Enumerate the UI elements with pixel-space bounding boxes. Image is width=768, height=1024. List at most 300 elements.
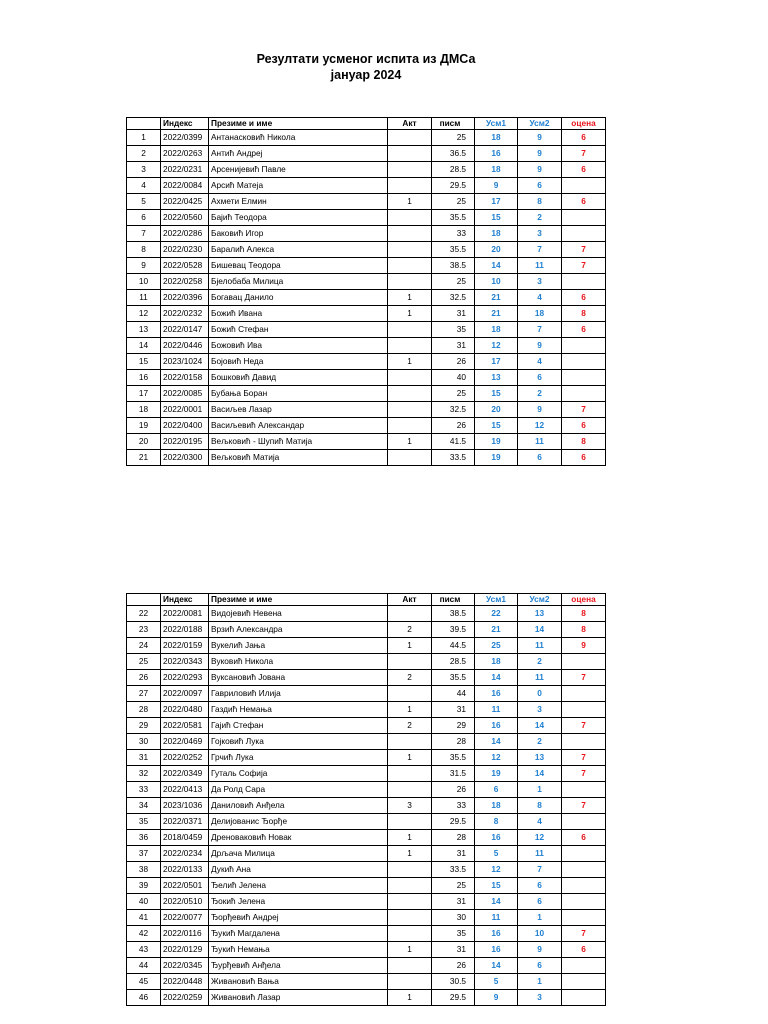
table-row (127, 450, 606, 466)
oral2-score: 10 (518, 926, 562, 942)
activity-points: 2 (388, 622, 432, 638)
table-row (127, 654, 606, 670)
final-grade (562, 178, 606, 194)
student-name: Дреноваковић Новак (209, 830, 388, 846)
row-number: 4 (127, 178, 161, 194)
written-score: 35.5 (432, 242, 475, 258)
student-name: Божић Ивана (209, 306, 388, 322)
header-oral1: Усм1 (475, 118, 518, 130)
student-index: 2022/0469 (161, 734, 209, 750)
written-score: 30.5 (432, 974, 475, 990)
table-row (127, 894, 606, 910)
written-score: 25 (432, 194, 475, 210)
oral2-score: 6 (518, 878, 562, 894)
activity-points (388, 226, 432, 242)
final-grade (562, 910, 606, 926)
row-number: 8 (127, 242, 161, 258)
student-name: Арсенијевић Павле (209, 162, 388, 178)
student-index: 2022/0252 (161, 750, 209, 766)
row-number: 10 (127, 274, 161, 290)
activity-points (388, 686, 432, 702)
oral2-score: 14 (518, 622, 562, 638)
activity-points (388, 322, 432, 338)
final-grade: 7 (562, 402, 606, 418)
final-grade (562, 894, 606, 910)
oral2-score: 9 (518, 146, 562, 162)
final-grade (562, 782, 606, 798)
row-number: 46 (127, 990, 161, 1006)
oral1-score: 17 (475, 354, 518, 370)
activity-points: 3 (388, 798, 432, 814)
oral1-score: 11 (475, 910, 518, 926)
student-name: Бошковић Давид (209, 370, 388, 386)
final-grade (562, 814, 606, 830)
student-index: 2022/0195 (161, 434, 209, 450)
oral2-score: 9 (518, 338, 562, 354)
oral2-score: 18 (518, 306, 562, 322)
table-row (127, 354, 606, 370)
final-grade: 6 (562, 322, 606, 338)
final-grade: 7 (562, 750, 606, 766)
written-score: 35 (432, 926, 475, 942)
written-score: 35 (432, 322, 475, 338)
oral1-score: 14 (475, 258, 518, 274)
oral2-score: 14 (518, 766, 562, 782)
activity-points: 1 (388, 290, 432, 306)
table-row (127, 434, 606, 450)
oral1-score: 18 (475, 162, 518, 178)
student-index: 2022/0234 (161, 846, 209, 862)
table-row (127, 274, 606, 290)
final-grade: 7 (562, 258, 606, 274)
oral1-score: 20 (475, 242, 518, 258)
written-score: 25 (432, 386, 475, 402)
header-name: Презиме и име (209, 118, 388, 130)
table-row (127, 130, 606, 146)
final-grade (562, 862, 606, 878)
results-table-1 (126, 117, 606, 466)
oral2-score: 6 (518, 450, 562, 466)
oral2-score: 1 (518, 974, 562, 990)
written-score: 25 (432, 130, 475, 146)
student-name: Даниловић Анђела (209, 798, 388, 814)
row-number: 41 (127, 910, 161, 926)
activity-points: 2 (388, 670, 432, 686)
oral1-score: 16 (475, 146, 518, 162)
final-grade (562, 686, 606, 702)
table-row (127, 242, 606, 258)
oral2-score: 9 (518, 130, 562, 146)
written-score: 38.5 (432, 606, 475, 622)
oral1-score: 22 (475, 606, 518, 622)
table-row (127, 766, 606, 782)
oral2-score: 8 (518, 798, 562, 814)
student-name: Грчић Лука (209, 750, 388, 766)
oral2-score: 3 (518, 274, 562, 290)
header-name: Презиме и име (209, 594, 388, 606)
student-name: Богавац Данило (209, 290, 388, 306)
oral2-score: 12 (518, 418, 562, 434)
student-index: 2022/0077 (161, 910, 209, 926)
row-number: 12 (127, 306, 161, 322)
student-index: 2022/0349 (161, 766, 209, 782)
table-row (127, 670, 606, 686)
table-row (127, 974, 606, 990)
row-number: 38 (127, 862, 161, 878)
student-index: 2022/0081 (161, 606, 209, 622)
final-grade (562, 974, 606, 990)
row-number: 24 (127, 638, 161, 654)
student-index: 2022/0581 (161, 718, 209, 734)
row-number: 36 (127, 830, 161, 846)
final-grade (562, 210, 606, 226)
activity-points (388, 178, 432, 194)
table-row (127, 210, 606, 226)
oral1-score: 17 (475, 194, 518, 210)
row-number: 43 (127, 942, 161, 958)
oral1-score: 21 (475, 306, 518, 322)
activity-points (388, 242, 432, 258)
oral2-score: 2 (518, 654, 562, 670)
row-number: 16 (127, 370, 161, 386)
row-number: 7 (127, 226, 161, 242)
student-index: 2022/0001 (161, 402, 209, 418)
student-index: 2022/0510 (161, 894, 209, 910)
written-score: 33.5 (432, 862, 475, 878)
row-number: 21 (127, 450, 161, 466)
oral2-score: 12 (518, 830, 562, 846)
student-name: Живановић Вања (209, 974, 388, 990)
header-number (127, 594, 161, 606)
written-score: 31 (432, 846, 475, 862)
final-grade: 7 (562, 146, 606, 162)
oral2-score: 13 (518, 750, 562, 766)
table-row (127, 606, 606, 622)
student-name: Бјелобаба Милица (209, 274, 388, 290)
table-row (127, 702, 606, 718)
oral2-score: 4 (518, 354, 562, 370)
activity-points (388, 926, 432, 942)
student-name: Гајић Стефан (209, 718, 388, 734)
student-name: Дрљача Милица (209, 846, 388, 862)
written-score: 29 (432, 718, 475, 734)
row-number: 1 (127, 130, 161, 146)
activity-points (388, 766, 432, 782)
table-row (127, 258, 606, 274)
student-index: 2022/0084 (161, 178, 209, 194)
row-number: 19 (127, 418, 161, 434)
written-score: 35.5 (432, 210, 475, 226)
final-grade (562, 226, 606, 242)
table-row (127, 290, 606, 306)
student-index: 2022/0188 (161, 622, 209, 638)
activity-points: 1 (388, 194, 432, 210)
table-row (127, 418, 606, 434)
table-row (127, 942, 606, 958)
student-index: 2022/0293 (161, 670, 209, 686)
oral2-score: 4 (518, 814, 562, 830)
student-index: 2022/0133 (161, 862, 209, 878)
written-score: 32.5 (432, 290, 475, 306)
activity-points: 1 (388, 942, 432, 958)
activity-points (388, 606, 432, 622)
written-score: 26 (432, 958, 475, 974)
oral1-score: 18 (475, 798, 518, 814)
oral2-score: 14 (518, 718, 562, 734)
oral1-score: 14 (475, 894, 518, 910)
activity-points (388, 958, 432, 974)
row-number: 18 (127, 402, 161, 418)
table-row (127, 782, 606, 798)
final-grade: 7 (562, 766, 606, 782)
activity-points (388, 862, 432, 878)
activity-points (388, 130, 432, 146)
activity-points: 1 (388, 306, 432, 322)
activity-points (388, 210, 432, 226)
final-grade: 7 (562, 718, 606, 734)
written-score: 33 (432, 226, 475, 242)
table-row (127, 814, 606, 830)
student-index: 2023/1036 (161, 798, 209, 814)
table-row (127, 622, 606, 638)
table-row (127, 846, 606, 862)
student-name: Ђелић Јелена (209, 878, 388, 894)
student-name: Гавриловић Илија (209, 686, 388, 702)
student-name: Ђокић Јелена (209, 894, 388, 910)
final-grade (562, 958, 606, 974)
row-number: 34 (127, 798, 161, 814)
oral1-score: 12 (475, 750, 518, 766)
oral1-score: 16 (475, 718, 518, 734)
activity-points: 1 (388, 638, 432, 654)
activity-points: 1 (388, 434, 432, 450)
oral2-score: 6 (518, 370, 562, 386)
written-score: 31 (432, 894, 475, 910)
row-number: 35 (127, 814, 161, 830)
table-row (127, 386, 606, 402)
written-score: 31 (432, 338, 475, 354)
row-number: 28 (127, 702, 161, 718)
written-score: 30 (432, 910, 475, 926)
oral1-score: 12 (475, 338, 518, 354)
oral1-score: 12 (475, 862, 518, 878)
oral2-score: 3 (518, 226, 562, 242)
table-row (127, 910, 606, 926)
student-name: Да Ролд Сара (209, 782, 388, 798)
row-number: 27 (127, 686, 161, 702)
written-score: 33 (432, 798, 475, 814)
row-number: 5 (127, 194, 161, 210)
row-number: 20 (127, 434, 161, 450)
written-score: 26 (432, 418, 475, 434)
activity-points: 1 (388, 990, 432, 1006)
oral2-score: 0 (518, 686, 562, 702)
student-index: 2022/0116 (161, 926, 209, 942)
written-score: 26 (432, 354, 475, 370)
activity-points: 1 (388, 846, 432, 862)
activity-points (388, 814, 432, 830)
final-grade: 6 (562, 162, 606, 178)
oral1-score: 6 (475, 782, 518, 798)
document-title: Резултати усменог испита из ДМСа (256, 52, 476, 66)
final-grade: 6 (562, 450, 606, 466)
activity-points: 1 (388, 702, 432, 718)
written-score: 28 (432, 830, 475, 846)
table-row (127, 926, 606, 942)
student-index: 2022/0147 (161, 322, 209, 338)
table-row (127, 990, 606, 1006)
oral1-score: 15 (475, 386, 518, 402)
header-oral2: Усм2 (518, 118, 562, 130)
header-written: писм (432, 594, 475, 606)
written-score: 35.5 (432, 750, 475, 766)
student-name: Бишевац Теодора (209, 258, 388, 274)
row-number: 40 (127, 894, 161, 910)
oral1-score: 16 (475, 830, 518, 846)
student-index: 2022/0480 (161, 702, 209, 718)
oral2-score: 11 (518, 670, 562, 686)
table-row (127, 226, 606, 242)
oral2-score: 2 (518, 386, 562, 402)
written-score: 40 (432, 370, 475, 386)
row-number: 6 (127, 210, 161, 226)
student-index: 2022/0399 (161, 130, 209, 146)
row-number: 45 (127, 974, 161, 990)
activity-points: 2 (388, 718, 432, 734)
table-row (127, 798, 606, 814)
written-score: 36.5 (432, 146, 475, 162)
written-score: 29.5 (432, 178, 475, 194)
activity-points (388, 894, 432, 910)
oral1-score: 5 (475, 974, 518, 990)
header-index: Индекс (161, 118, 209, 130)
row-number: 37 (127, 846, 161, 862)
oral1-score: 5 (475, 846, 518, 862)
table-row (127, 178, 606, 194)
row-number: 3 (127, 162, 161, 178)
student-index: 2022/0158 (161, 370, 209, 386)
table-header (127, 594, 606, 606)
final-grade: 6 (562, 290, 606, 306)
oral2-score: 8 (518, 194, 562, 210)
activity-points: 1 (388, 354, 432, 370)
final-grade: 8 (562, 622, 606, 638)
oral2-score: 4 (518, 290, 562, 306)
student-name: Вељковић Матија (209, 450, 388, 466)
oral2-score: 11 (518, 434, 562, 450)
student-index: 2022/0371 (161, 814, 209, 830)
activity-points (388, 274, 432, 290)
oral2-score: 11 (518, 258, 562, 274)
final-grade: 8 (562, 434, 606, 450)
activity-points (388, 450, 432, 466)
student-index: 2023/1024 (161, 354, 209, 370)
student-name: Гојковић Лука (209, 734, 388, 750)
row-number: 33 (127, 782, 161, 798)
oral1-score: 18 (475, 654, 518, 670)
final-grade: 6 (562, 194, 606, 210)
row-number: 42 (127, 926, 161, 942)
oral2-score: 2 (518, 210, 562, 226)
oral2-score: 6 (518, 894, 562, 910)
student-index: 2022/0129 (161, 942, 209, 958)
oral2-score: 11 (518, 638, 562, 654)
oral1-score: 21 (475, 290, 518, 306)
student-name: Божић Стефан (209, 322, 388, 338)
final-grade (562, 338, 606, 354)
header-grade: оцена (562, 594, 606, 606)
final-grade: 7 (562, 670, 606, 686)
activity-points (388, 386, 432, 402)
student-name: Дукић Ана (209, 862, 388, 878)
student-index: 2022/0259 (161, 990, 209, 1006)
student-index: 2022/0263 (161, 146, 209, 162)
student-index: 2022/0343 (161, 654, 209, 670)
written-score: 33.5 (432, 450, 475, 466)
oral1-score: 21 (475, 622, 518, 638)
written-score: 31 (432, 942, 475, 958)
oral2-score: 3 (518, 702, 562, 718)
student-index: 2022/0400 (161, 418, 209, 434)
table-row (127, 686, 606, 702)
student-name: Видојевић Невена (209, 606, 388, 622)
final-grade (562, 386, 606, 402)
student-name: Баковић Игор (209, 226, 388, 242)
student-index: 2022/0425 (161, 194, 209, 210)
final-grade (562, 370, 606, 386)
written-score: 32.5 (432, 402, 475, 418)
student-name: Бајић Теодора (209, 210, 388, 226)
table-row (127, 862, 606, 878)
header-oral2: Усм2 (518, 594, 562, 606)
oral2-score: 3 (518, 990, 562, 1006)
student-index: 2022/0286 (161, 226, 209, 242)
student-name: Делијованис Ђорђе (209, 814, 388, 830)
row-number: 32 (127, 766, 161, 782)
student-index: 2018/0459 (161, 830, 209, 846)
student-name: Ахмети Елмин (209, 194, 388, 210)
oral1-score: 18 (475, 322, 518, 338)
final-grade: 6 (562, 830, 606, 846)
oral1-score: 16 (475, 926, 518, 942)
oral2-score: 9 (518, 162, 562, 178)
table-row (127, 194, 606, 210)
student-name: Ђорђевић Андреј (209, 910, 388, 926)
row-number: 39 (127, 878, 161, 894)
table-row (127, 322, 606, 338)
oral1-score: 15 (475, 210, 518, 226)
written-score: 38.5 (432, 258, 475, 274)
oral1-score: 16 (475, 686, 518, 702)
oral1-score: 14 (475, 734, 518, 750)
oral2-score: 1 (518, 782, 562, 798)
table-row (127, 750, 606, 766)
written-score: 41.5 (432, 434, 475, 450)
oral1-score: 8 (475, 814, 518, 830)
table-row (127, 370, 606, 386)
written-score: 44.5 (432, 638, 475, 654)
final-grade (562, 654, 606, 670)
student-name: Ђукић Немања (209, 942, 388, 958)
student-name: Ђукић Магдалена (209, 926, 388, 942)
activity-points (388, 418, 432, 434)
oral1-score: 19 (475, 766, 518, 782)
written-score: 31 (432, 702, 475, 718)
written-score: 29.5 (432, 814, 475, 830)
table-row (127, 734, 606, 750)
written-score: 39.5 (432, 622, 475, 638)
table-row (127, 878, 606, 894)
